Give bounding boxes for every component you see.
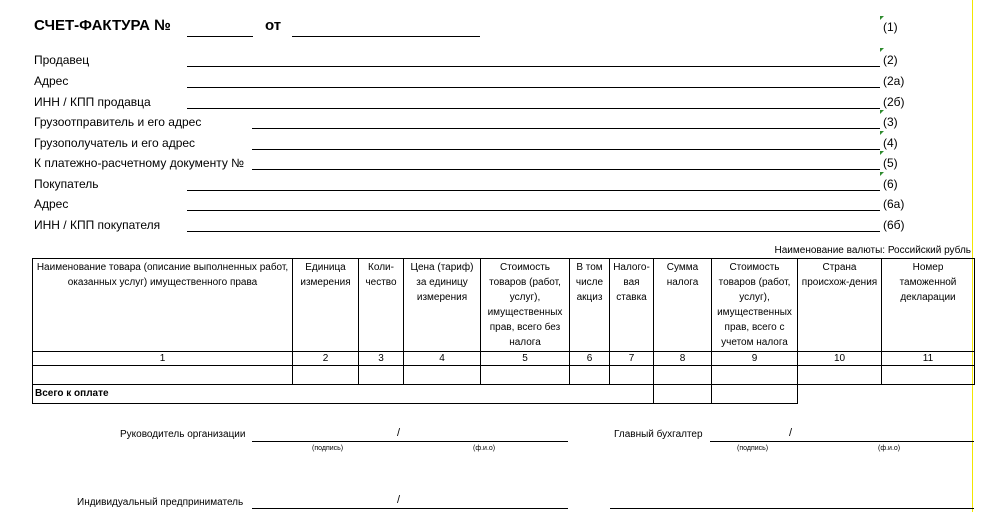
field-code: (6): [883, 177, 898, 191]
table-cell[interactable]: [798, 366, 882, 385]
column-header: Сумма налога: [654, 259, 712, 352]
entrepreneur-label: Индивидуальный предприниматель: [77, 497, 244, 508]
invoice-number-field[interactable]: [187, 36, 253, 37]
column-number-row: [33, 352, 975, 366]
column-number: 3: [359, 352, 404, 366]
table-cell[interactable]: [570, 366, 610, 385]
director-label: Руководитель организации: [120, 429, 246, 440]
table-cell[interactable]: [654, 366, 712, 385]
seller-label: Продавец: [34, 53, 90, 67]
column-header: Налого-вая ставка: [610, 259, 654, 352]
entrepreneur-signature-field[interactable]: [252, 508, 568, 509]
buyer-field[interactable]: [187, 190, 880, 191]
table-cell[interactable]: [610, 366, 654, 385]
table-cell[interactable]: [33, 366, 293, 385]
entrepreneur-certificate-field[interactable]: [610, 508, 974, 509]
date-label: от: [265, 17, 282, 34]
table-cell[interactable]: [359, 366, 404, 385]
column-header: Номер таможенной декларации: [882, 259, 975, 352]
column-header: Наименование товара (описание выполненных работ, оказанных услуг) имущественного права: [33, 259, 293, 352]
field-code: (2): [883, 53, 898, 67]
table-cell[interactable]: [712, 366, 798, 385]
buyer-address-field[interactable]: [187, 210, 880, 211]
consignee-field[interactable]: [252, 149, 880, 150]
field-code: (1): [883, 20, 898, 34]
invoice-table: [32, 258, 975, 404]
field-code: (2а): [883, 74, 905, 88]
slash-separator: /: [789, 427, 793, 439]
table-row[interactable]: [33, 366, 975, 385]
column-header: Коли-чество: [359, 259, 404, 352]
column-number: 11: [882, 352, 975, 366]
field-code: (3): [883, 115, 898, 129]
column-header: Страна происхож-дения: [798, 259, 882, 352]
table-cell[interactable]: [481, 366, 570, 385]
column-number: 9: [712, 352, 798, 366]
column-number: 4: [404, 352, 481, 366]
buyer-inn-label: ИНН / КПП покупателя: [34, 218, 161, 232]
signature-hint: (подпись): [737, 445, 769, 452]
signature-hint: (подпись): [312, 445, 344, 452]
currency-label: Наименование валюты: Российский рубль: [774, 245, 971, 256]
field-code: (2б): [883, 95, 905, 109]
column-header: Цена (тариф) за единицу измерения: [404, 259, 481, 352]
column-number: 10: [798, 352, 882, 366]
field-code: (5): [883, 156, 898, 170]
column-header: Единица измерения: [293, 259, 359, 352]
table-cell[interactable]: [404, 366, 481, 385]
payment-doc-field[interactable]: [252, 169, 880, 170]
comment-marker-icon: [880, 172, 884, 176]
accountant-label: Главный бухгалтер: [614, 429, 703, 440]
column-number: 1: [33, 352, 293, 366]
seller-inn-label: ИНН / КПП продавца: [34, 95, 151, 109]
name-hint: (ф.и.о): [878, 445, 901, 452]
seller-inn-field[interactable]: [187, 108, 880, 109]
page-title: СЧЕТ-ФАКТУРА №: [34, 17, 171, 34]
table-cell[interactable]: [882, 366, 975, 385]
seller-address-field[interactable]: [187, 87, 880, 88]
page-border-line: [972, 0, 973, 512]
column-number: 2: [293, 352, 359, 366]
comment-marker-icon: [880, 110, 884, 114]
total-tax-cell[interactable]: [654, 385, 712, 404]
director-signature-field[interactable]: [252, 441, 568, 442]
field-code: (6б): [883, 218, 905, 232]
seller-address-label: Адрес: [34, 74, 69, 88]
slash-separator: /: [397, 494, 401, 506]
total-row: [33, 385, 975, 404]
invoice-date-field[interactable]: [292, 36, 480, 37]
column-number: 7: [610, 352, 654, 366]
name-hint: (ф.и.о): [473, 445, 496, 452]
seller-field[interactable]: [187, 66, 880, 67]
comment-marker-icon: [880, 131, 884, 135]
buyer-inn-field[interactable]: [187, 231, 880, 232]
buyer-label: Покупатель: [34, 177, 99, 191]
comment-marker-icon: [880, 151, 884, 155]
column-number: 6: [570, 352, 610, 366]
buyer-address-label: Адрес: [34, 197, 69, 211]
slash-separator: /: [397, 427, 401, 439]
table-header-row: [33, 259, 975, 352]
field-code: (4): [883, 136, 898, 150]
table-cell[interactable]: [293, 366, 359, 385]
comment-marker-icon: [880, 48, 884, 52]
shipper-label: Грузоотправитель и его адрес: [34, 115, 202, 129]
total-amount-cell[interactable]: [712, 385, 798, 404]
column-header: Стоимость товаров (работ, услуг), имущественных прав, всего без налога: [481, 259, 570, 352]
column-number: 8: [654, 352, 712, 366]
accountant-signature-field[interactable]: [710, 441, 974, 442]
column-header: Стоимость товаров (работ, услуг), имущественных прав, всего с учетом налога: [712, 259, 798, 352]
total-label: Всего к оплате: [33, 385, 654, 404]
column-number: 5: [481, 352, 570, 366]
shipper-field[interactable]: [252, 128, 880, 129]
payment-doc-label: К платежно-расчетному документу №: [34, 156, 245, 170]
field-code: (6а): [883, 197, 905, 211]
consignee-label: Грузополучатель и его адрес: [34, 136, 196, 150]
column-header: В том числе акциз: [570, 259, 610, 352]
